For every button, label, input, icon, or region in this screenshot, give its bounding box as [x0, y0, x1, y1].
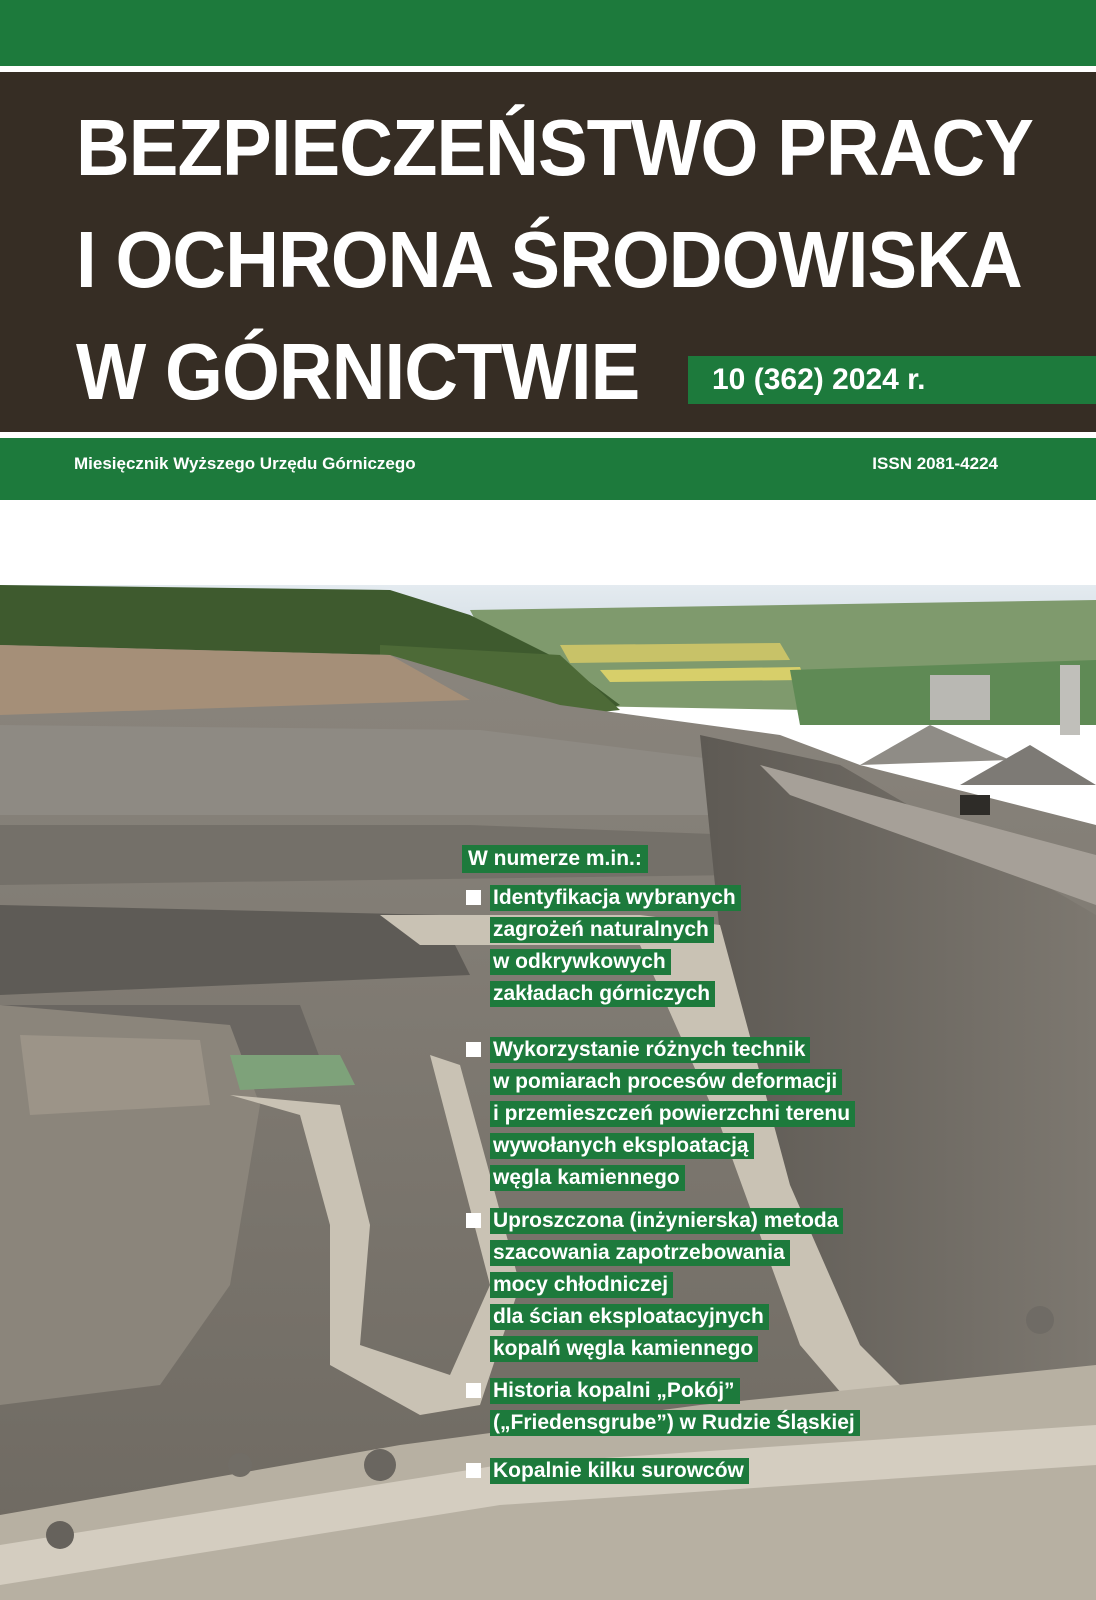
toc-item-line: dla ścian eksploatacyjnych: [490, 1304, 769, 1330]
toc-item-line: kopalń węgla kamiennego: [490, 1336, 758, 1362]
toc-item-line: („Friedensgrube”) w Rudzie Śląskiej: [490, 1410, 860, 1436]
square-bullet-icon: [466, 1383, 481, 1398]
toc-item-5: [466, 1458, 749, 1490]
square-bullet-icon: [466, 1463, 481, 1478]
square-bullet-icon: [466, 1042, 481, 1057]
toc-item-line: Wykorzystanie różnych technik: [490, 1037, 810, 1063]
toc-item-line: i przemieszczeń powierzchni terenu: [490, 1101, 855, 1127]
toc-item-1: [466, 885, 741, 1013]
title-line-2: I OCHRONA ŚRODOWISKA: [76, 215, 1022, 304]
toc-item-line: zagrożeń naturalnych: [490, 917, 714, 943]
issue-number: 10 (362) 2024 r.: [688, 356, 1096, 404]
toc-item-line: Kopalnie kilku surowców: [490, 1458, 749, 1484]
toc-item-line: węgla kamiennego: [490, 1165, 685, 1191]
toc-item-line: Identyfikacja wybranych: [490, 885, 741, 911]
toc-item-line: zakładach górniczych: [490, 981, 715, 1007]
toc-item-line: mocy chłodniczej: [490, 1272, 673, 1298]
title-line-3: W GÓRNICTWIE: [76, 327, 640, 416]
toc-item-line: szacowania zapotrzebowania: [490, 1240, 790, 1266]
toc-heading: W numerze m.in.:: [462, 845, 648, 873]
title-line-1: BEZPIECZEŃSTWO PRACY: [76, 103, 1033, 192]
toc-item-line: Uproszczona (inżynierska) metoda: [490, 1208, 843, 1234]
toc-item-line: w pomiarach procesów deformacji: [490, 1069, 842, 1095]
square-bullet-icon: [466, 890, 481, 905]
toc-item-3: [466, 1208, 843, 1368]
toc-item-line: w odkrywkowych: [490, 949, 671, 975]
toc-item-line: wywołanych eksploatacją: [490, 1133, 754, 1159]
issn: ISSN 2081-4224: [872, 454, 998, 473]
toc-item-4: [466, 1378, 860, 1442]
toc-item-2: [466, 1037, 855, 1197]
journal-subtitle: Miesięcznik Wyższego Urzędu Górniczego: [74, 454, 416, 473]
top-green-bar: [0, 0, 1096, 66]
square-bullet-icon: [466, 1213, 481, 1228]
toc-item-line: Historia kopalni „Pokój”: [490, 1378, 740, 1404]
